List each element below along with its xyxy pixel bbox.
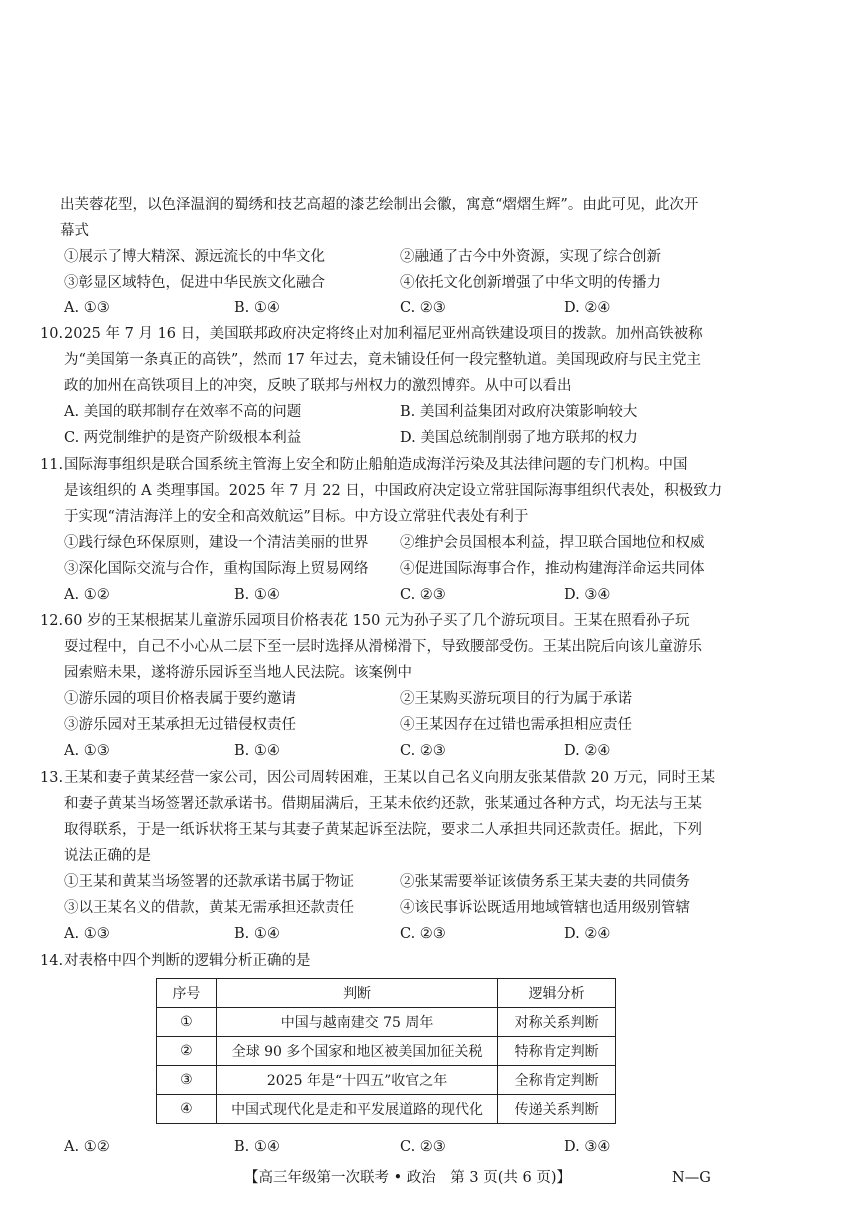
table-cell: 全称肯定判断: [498, 1066, 616, 1095]
q11-number: 11.: [40, 457, 64, 473]
table-cell: ④: [157, 1095, 217, 1124]
q9-option-c: C. ②③: [400, 300, 446, 316]
q13-stem-line-4: 说法正确的是: [64, 848, 151, 864]
q10-option-b: B. 美国利益集团对政府决策影响较大: [400, 404, 638, 420]
q11-statement-4: ④促进国际海事合作，推动构建海洋命运共同体: [400, 561, 705, 577]
table-cell: ②: [157, 1037, 217, 1066]
q12-option-c: C. ②③: [400, 743, 446, 759]
q11-statement-1: ①践行绿色环保原则，建设一个清洁美丽的世界: [64, 535, 369, 551]
q11-statement-3: ③深化国际交流与合作，重构国际海上贸易网络: [64, 561, 369, 577]
q9-statement-4: ④依托文化创新增强了中华文明的传播力: [400, 275, 661, 291]
table-row: [157, 1066, 616, 1095]
q12-number: 12.: [40, 613, 64, 629]
table-row: [157, 1095, 616, 1124]
table-header-row: [157, 979, 616, 1008]
q14-option-a: A. ①②: [64, 1139, 110, 1155]
q13-statement-1: ①王某和黄某当场签署的还款承诺书属于物证: [64, 874, 354, 890]
table-row: [157, 1037, 616, 1066]
q12-option-a: A. ①③: [64, 743, 110, 759]
q9-statement-3: ③彰显区域特色，促进中华民族文化融合: [64, 275, 325, 291]
q14-option-b: B. ①④: [234, 1139, 280, 1155]
q11-stem-line-2: 是该组织的 A 类理事国。2025 年 7 月 22 日，中国政府决定设立常驻国际海事组织代表处，积极致力: [64, 483, 723, 499]
table-header-cell: 逻辑分析: [498, 979, 616, 1008]
q12-statement-1: ①游乐园的项目价格表属于要约邀请: [64, 691, 296, 707]
q10-stem-line-2: 为“美国第一条真正的高铁”，然而 17 年过去，竟未铺设任何一段完整轨道。美国现政府与民主党主: [64, 352, 701, 368]
q13-statement-2: ②张某需要举证该债务系王某夫妻的共同债务: [400, 874, 690, 890]
q11-statement-2: ②维护会员国根本利益，捍卫联合国地位和权威: [400, 535, 705, 551]
table-cell: ③: [157, 1066, 217, 1095]
q13-number: 13.: [40, 770, 64, 786]
q14-number: 14.: [40, 953, 64, 969]
q11-stem-line-1: 国际海事组织是联合国系统主管海上安全和防止船舶造成海洋污染及其法律问题的专门机构。中国: [64, 457, 688, 473]
q10-option-c: C. 两党制维护的是资产阶级根本利益: [64, 430, 302, 446]
table-row: [157, 1008, 616, 1037]
q12-option-b: B. ①④: [234, 743, 280, 759]
q13-stem-line-3: 取得联系，于是一纸诉状将王某与其妻子黄某起诉至法院，要求二人承担共同还款责任。据此，下列: [64, 822, 702, 838]
q9-stem-line-1: 出芙蓉花型，以色泽温润的蜀绣和技艺高超的漆艺绘制出会徽，寓意“熠熠生辉”。由此可见，此次开: [60, 197, 699, 213]
table-header-cell: 序号: [157, 979, 217, 1008]
q9-option-d: D. ②④: [564, 300, 611, 316]
q13-stem-line-2: 和妻子黄某当场签署还款承诺书。借期届满后，王某未依约还款，张某通过各种方式，均无法与王某: [64, 796, 702, 812]
q11-option-c: C. ②③: [400, 587, 446, 603]
q10-stem-line-3: 政的加州在高铁项目上的冲突，反映了联邦与州权力的激烈博弈。从中可以看出: [64, 378, 572, 394]
table-cell: 传递关系判断: [498, 1095, 616, 1124]
q9-stem-line-2: 幕式: [60, 223, 89, 239]
table-cell: 对称关系判断: [498, 1008, 616, 1037]
q9-statement-2: ②融通了古今中外资源，实现了综合创新: [400, 249, 661, 265]
q11-stem-line-3: 于实现“清洁海洋上的安全和高效航运”目标。中方设立常驻代表处有利于: [64, 509, 529, 525]
q12-stem-line-1: 60 岁的王某根据某儿童游乐园项目价格表花 150 元为孙子买了几个游玩项目。王某在照看孙子玩: [64, 613, 690, 629]
q12-statement-2: ②王某购买游玩项目的行为属于承诺: [400, 691, 632, 707]
q13-statement-4: ④该民事诉讼既适用地域管辖也适用级别管辖: [400, 900, 690, 916]
q10-option-a: A. 美国的联邦制存在效率不高的问题: [64, 404, 302, 420]
table-header-cell: 判断: [216, 979, 497, 1008]
table-cell: 中国与越南建交 75 周年: [216, 1008, 497, 1037]
logic-table: [156, 978, 616, 1124]
q12-statement-4: ④王某因存在过错也需承担相应责任: [400, 717, 632, 733]
q13-statement-3: ③以王某名义的借款，黄某无需承担还款责任: [64, 900, 354, 916]
q10-option-d: D. 美国总统制削弱了地方联邦的权力: [400, 430, 638, 446]
q13-option-c: C. ②③: [400, 926, 446, 942]
table-cell: 中国式现代化是走和平发展道路的现代化: [216, 1095, 497, 1124]
table-cell: ①: [157, 1008, 217, 1037]
q9-option-a: A. ①③: [64, 300, 110, 316]
q13-option-a: A. ①③: [64, 926, 110, 942]
q10-stem-line-1: 2025 年 7 月 16 日，美国联邦政府决定将终止对加利福尼亚州高铁建设项目的拨款。加州高铁被称: [64, 326, 703, 342]
q14-stem-line-1: 对表格中四个判断的逻辑分析正确的是: [64, 953, 311, 969]
page-code: N—G: [672, 1170, 711, 1186]
q10-number: 10.: [40, 326, 64, 342]
q12-stem-line-3: 园索赔未果，遂将游乐园诉至当地人民法院。该案例中: [64, 665, 412, 681]
q13-option-b: B. ①④: [234, 926, 280, 942]
q11-option-a: A. ①②: [64, 587, 110, 603]
q12-statement-3: ③游乐园对王某承担无过错侵权责任: [64, 717, 296, 733]
table-cell: 2025 年是“十四五”收官之年: [216, 1066, 497, 1095]
q9-statement-1: ①展示了博大精深、源远流长的中华文化: [64, 249, 325, 265]
q14-option-d: D. ③④: [564, 1139, 611, 1155]
q11-option-d: D. ③④: [564, 587, 611, 603]
table-cell: 全球 90 多个国家和地区被美国加征关税: [216, 1037, 497, 1066]
q11-option-b: B. ①④: [234, 587, 280, 603]
q13-stem-line-1: 王某和妻子黄某经营一家公司，因公司周转困难，王某以自己名义向朋友张某借款 20 万元，同时王某: [64, 770, 716, 786]
page-footer: 【高三年级第一次联考 • 政治 第 3 页(共 6 页)】: [244, 1170, 571, 1186]
q14-option-c: C. ②③: [400, 1139, 446, 1155]
q13-option-d: D. ②④: [564, 926, 611, 942]
table-cell: 特称肯定判断: [498, 1037, 616, 1066]
q12-option-d: D. ②④: [564, 743, 611, 759]
q12-stem-line-2: 耍过程中，自己不小心从二层下至一层时选择从滑梯滑下，导致腰部受伤。王某出院后向该儿童游乐: [64, 639, 702, 655]
q9-option-b: B. ①④: [234, 300, 280, 316]
